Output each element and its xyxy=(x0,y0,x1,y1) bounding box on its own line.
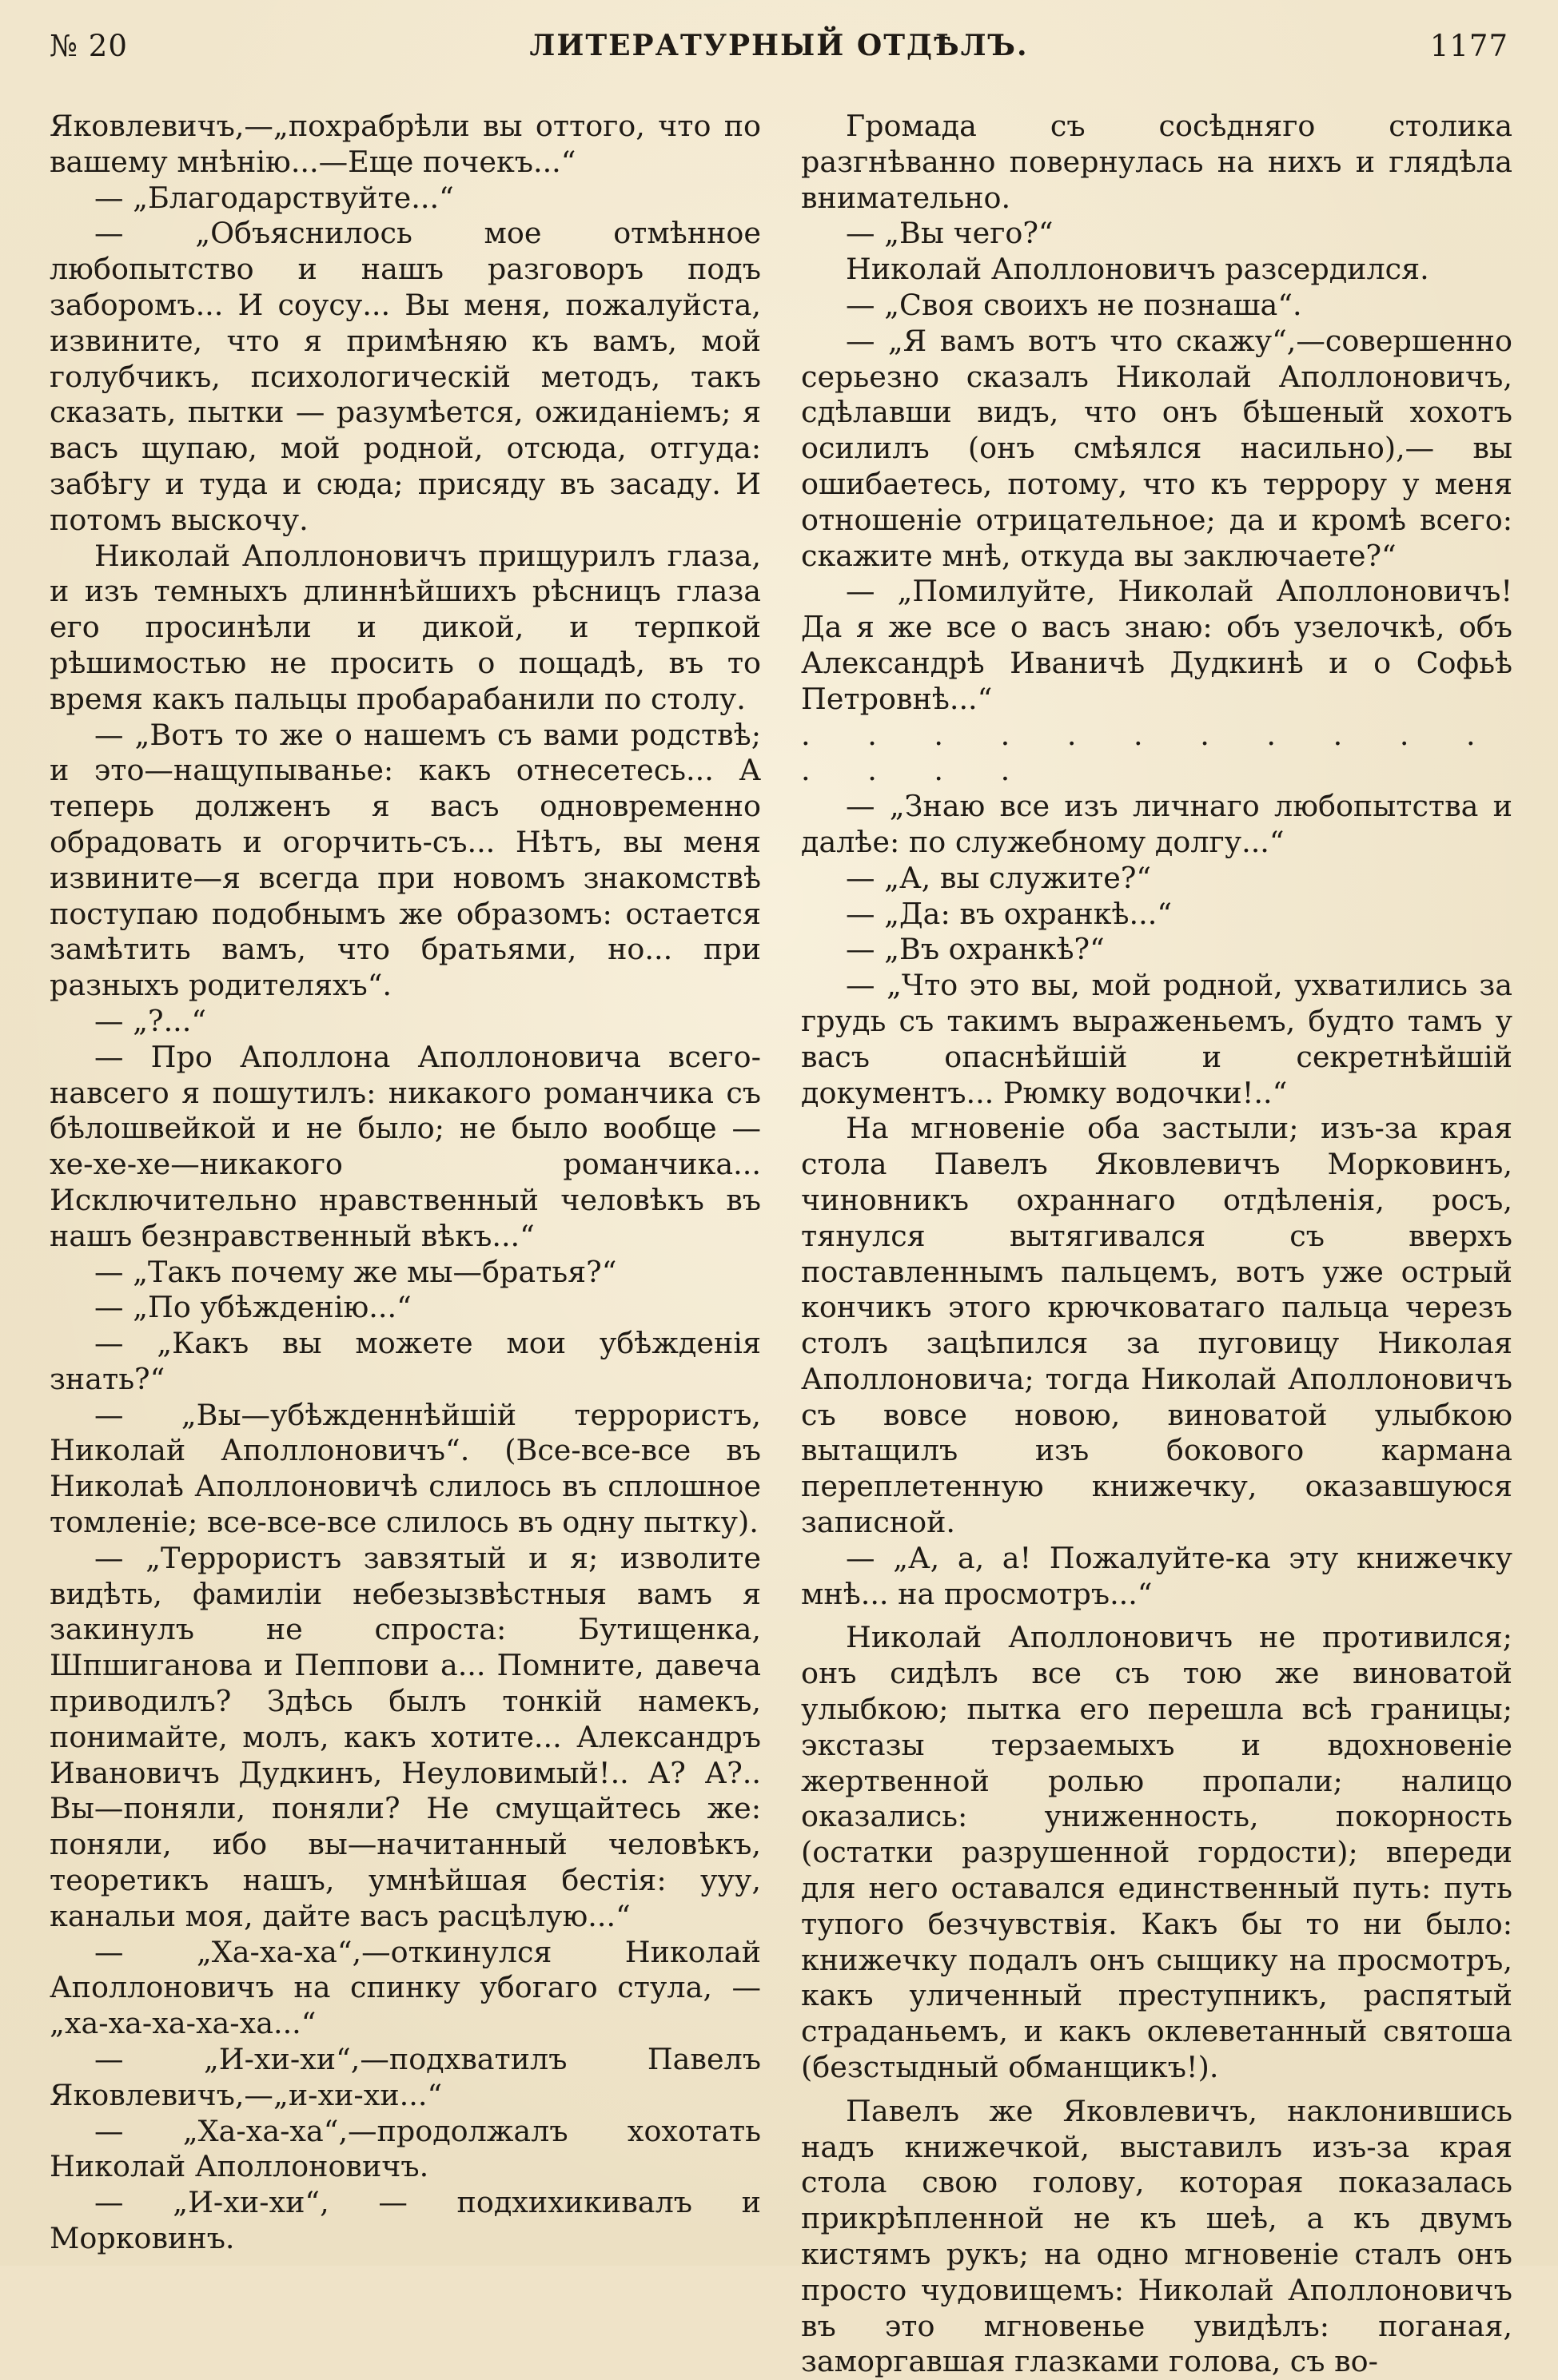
paragraph: — „Въ охранкѣ?“ xyxy=(846,932,1105,967)
paragraph: — „Ха-ха-ха“,—продолжалъ хохотать Николай Аполлоновичъ. xyxy=(50,2113,761,2184)
paragraph: — „Террористъ завзятый и я; изволите видѣть, фамилiи небезызвѣстныя вамъ я закинулъ не спроста: Бутищенка, Шпшиганова и Пеппови а... Помните, давеча приводилъ? Здѣсь былъ тонкiй намекъ, понимайте, молъ, какъ хотите... Александръ Ивановичъ Дудкинъ, Неуловимый!.. А? А?.. Вы—поняли, поняли? Не смущайтесь же: поняли, ибо вы—начитанный человѣкъ, теоретикъ нашъ, умнѣйшая бестiя: ууу, канальи моя, дайте васъ расцѣлую...“ xyxy=(50,1540,761,1933)
paragraph: — „Помилуйте, Николай Аполлоновичъ! Да я же все о васъ знаю: объ узелочкѣ, объ Александрѣ Иваничѣ Дудкинѣ и о Софьѣ Петровнѣ...“ xyxy=(801,574,1512,716)
paragraph: — „?...“ xyxy=(94,1003,207,1038)
paragraph: Яковлевичъ,—„похрабрѣли вы оттого, что по вашему мнѣнiю...—Еще почекъ...“ xyxy=(50,109,761,179)
paragraph: — „Вы чего?“ xyxy=(846,216,1054,251)
paragraph: — „Какъ вы можете мои убѣжденiя знать?“ xyxy=(50,1326,761,1396)
left-column xyxy=(50,109,761,2256)
paragraph: — „А, вы служите?“ xyxy=(846,860,1152,895)
paragraph: — „По убѣжденiю...“ xyxy=(94,1290,412,1325)
paragraph: — „Я вамъ вотъ что скажу“,—совершенно серьезно сказалъ Николай Аполлоновичъ, сдѣлавши видъ, что онъ бѣшеный хохотъ осилилъ (онъ смѣялся насильно),— вы ошибаетесь, потому, что къ террору у меня отношенiе отрицательное; да и кромѣ всего: скажите мнѣ, откуда вы заключаете?“ xyxy=(801,323,1512,573)
section-title: ЛИТЕРАТУРНЫЙ ОТДѢЛЪ. xyxy=(529,29,1029,62)
paragraph: — „И-хи-хи“, — подхихикивалъ и Морковинъ. xyxy=(50,2185,761,2256)
page-number: 1177 xyxy=(1429,29,1508,63)
paragraph: — „Да: въ охранкѣ...“ xyxy=(846,896,1173,931)
paragraph: — „Что это вы, мой родной, ухватились за грудь съ такимъ выраженьемъ, будто тамъ у васъ опаснѣйшiй и секретнѣйшiй документъ... Рюмку водочки!..“ xyxy=(801,968,1512,1110)
paragraph: Павелъ же Яковлевичъ, наклонившись надъ книжечкой, выставилъ изъ-за края стола свою голову, которая показалась прикрѣпленной не къ шеѣ, а къ двумъ кистямъ рукъ; на одно мгновенiе сталъ онъ просто чудовищемъ: Николай Аполлоновичъ въ это мгновенье увидѣлъ: поганая, заморгавшая глазками голова, съ во- xyxy=(801,2093,1512,2379)
paragraph: На мгновенiе оба застыли; изъ-за края стола Павелъ Яковлевичъ Морковинъ, чиновникъ охраннаго отдѣленiя, росъ, тянулся вытягивался съ вверхъ поставленнымъ пальцемъ, вотъ уже острый кончикъ этого крючковатаго пальца черезъ столъ зацѣпился за пуговицу Николая Аполлоновича; тогда Николай Аполлоновичъ съ вовсе новою, виноватой улыбкою вытащилъ изъ бокового кармана переплетенную книжечку, оказавшуюся записной. xyxy=(801,1111,1512,1540)
right-column xyxy=(801,109,1512,2379)
paragraph: Громада съ сосѣдняго столика разгнѣванно повернулась на нихъ и глядѣла внимательно. xyxy=(801,109,1512,215)
paragraph: — „Знаю все изъ личнаго любопытства и далѣе: по служебному долгу...“ xyxy=(801,789,1512,859)
paragraph: — „Вотъ то же о нашемъ съ вами родствѣ; и это—нащупыванье: какъ отнесетесь... А теперь долженъ я васъ одновременно обрадовать и огорчить-съ... Нѣтъ, вы меня извините—я всегда при новомъ знакомствѣ поступаю подобнымъ же образомъ: остается замѣтить вамъ, что братьями, но... при разныхъ родителяхъ“. xyxy=(50,717,761,1003)
page-header xyxy=(50,29,1508,74)
paragraph: Николай Аполлоновичъ не противился; онъ сидѣлъ все съ тою же виноватой улыбкою; пытка его перешла всѣ границы; экстазы терзаемыхъ и вдохновенiе жертвенной ролью пропали; налицо оказались: униженность, покорность (остатки разрушенной гордости); впереди для него оставался единственный путь: путь тупого безчувствiя. Какъ бы то ни было: книжечку подалъ онъ сыщику на просмотръ, какъ уличенный преступникъ, распятый страданьемъ, и какъ оклеветанный святоша (безстыдный обманщикъ!). xyxy=(801,1620,1512,2085)
paragraph: — „Объяснилось мое отмѣнное любопытство и нашъ разговоръ подъ заборомъ... И соусу... Вы меня, пожалуйста, извините, что я примѣняю къ вамъ, мой голубчикъ, психологическiй методъ, такъ сказать, пытки — разумѣется, ожиданiемъ; я васъ щупаю, мой родной, отсюда, отгуда: забѣгу и туда и сюда; присяду въ засаду. И потомъ выскочу. xyxy=(50,216,761,537)
paragraph: — Про Аполлона Аполлоновича всего-навсего я пошутилъ: никакого романчика съ бѣлошвейкой и не было; не было вообще — хе-хе-хе—никакого романчика... Исключительно нравственный человѣкъ въ нашъ безнравственный вѣкъ...“ xyxy=(50,1039,761,1253)
paragraph: — „Благодарствуйте...“ xyxy=(94,180,454,215)
paragraph: — „Ха-ха-ха“,—откинулся Николай Аполлоновичъ на спинку убогаго стула, — „ха-ха-ха-ха-ха...“ xyxy=(50,1934,761,2041)
paragraph: — „Такъ почему же мы—братья?“ xyxy=(94,1254,617,1289)
paragraph: — „А, а, а! Пожалуйте-ка эту книжечку мнѣ... на просмотръ...“ xyxy=(801,1540,1512,1611)
ellipsis-divider: . . . . . . . . . . . . . . . xyxy=(801,717,1500,788)
paragraph: — „Своя своихъ не познаша“. xyxy=(846,287,1302,322)
paragraph: — „Вы—убѣжденнѣйшiй террористъ, Николай Аполлоновичъ“. (Все-все-все въ Николаѣ Аполлоновичѣ слилось въ сплошное томленiе; все-все-все слилось въ одну пытку). xyxy=(50,1397,761,1540)
paragraph: — „И-хи-хи“,—подхватилъ Павелъ Яковлевичъ,—„и-хи-хи...“ xyxy=(50,2042,761,2112)
issue-number: № 20 xyxy=(50,29,128,63)
paragraph: Николай Аполлоновичъ прищурилъ глаза, и изъ темныхъ длиннѣйшихъ рѣсницъ глаза его просинѣли и дикой, и терпкой рѣшимостью не просить о пощадѣ, въ то время какъ пальцы пробарабанили по столу. xyxy=(50,538,761,716)
paragraph: Николай Аполлоновичъ разсердился. xyxy=(846,252,1429,287)
